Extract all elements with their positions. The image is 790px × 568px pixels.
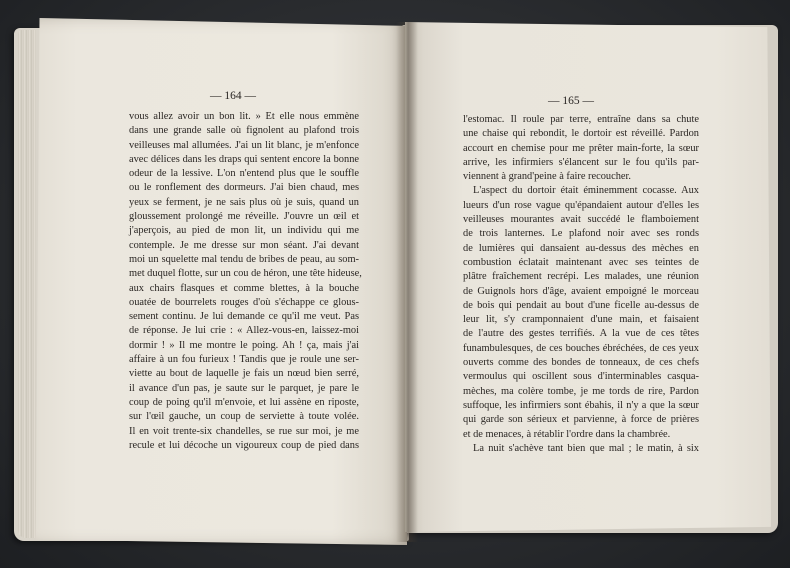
- text-line: ouatée de bourrelets rouges d'où s'échappe ce glous-: [129, 296, 359, 308]
- text-line: et de menaces, à rétablir l'ordre dans la chambrée.: [463, 428, 671, 440]
- book-gutter: [396, 22, 418, 542]
- left-page-number: — 164 —: [210, 90, 256, 102]
- text-line: L'aspect du dortoir était éminemment cocasse. Aux: [473, 185, 699, 197]
- text-line: qui garde son sérieux et parvienne, à force de prières: [463, 414, 699, 426]
- text-line: vous allez avoir un bon lit. » Et elle nous emmène: [129, 111, 359, 122]
- left-page-text: [129, 110, 362, 453]
- text-line: coup de poing qu'il m'envoie, et lui assène en riposte,: [129, 396, 359, 408]
- text-line: vermoulus qui oscillent sous d'interminables casqua-: [463, 371, 699, 383]
- text-line: de lumières qui dansaient au-dessus des mèches en: [463, 242, 699, 254]
- deckle-edge: [18, 30, 36, 538]
- text-line: de bois qui pendait au bout d'une ficelle au-dessus de: [463, 299, 699, 311]
- text-line: funambulesques, de ces bouches ébréchées, de ces yeux: [463, 342, 699, 354]
- text-line: accourt en chemise pour me prêter main-forte, la sœur: [463, 142, 699, 154]
- text-line: moi un squelette mal tendu de bribes de peau, au som-: [129, 253, 359, 265]
- right-page-text: [463, 113, 699, 456]
- text-line: lueurs d'un rose vague qu'épandaient autour d'elles les: [463, 199, 699, 211]
- text-line: affaire à un fou furieux ! Tandis que je roule une ser-: [129, 354, 359, 366]
- text-line: de Guignols hors d'âge, avaient empoigné le morceau: [463, 285, 699, 297]
- text-line: viennent à grand'peine à faire recoucher.: [463, 171, 632, 183]
- text-line: ou le ronflement des dormeurs. J'ai bien chaud, mes: [129, 182, 359, 194]
- right-page-number: — 165 —: [548, 95, 594, 107]
- text-line: met duquel flotte, sur un cou de héron, une tête hideuse,: [129, 268, 362, 280]
- text-line: sur l'œil gauche, un coup de serviette à toute volée.: [129, 411, 359, 423]
- text-line: La nuit s'achève tant bien que mal ; le matin, à six: [473, 442, 699, 454]
- text-line: plâtre fraîchement recrépi. Les malades, une réunion: [463, 271, 699, 283]
- text-line: leur lit, s'y cramponnaient d'une main, et faisaient: [463, 314, 699, 326]
- text-line: contemple. Je me dresse sur mon séant. J'ai devant: [129, 239, 359, 251]
- text-line: recule et lui décoche un vigoureux coup de pied dans: [129, 439, 359, 451]
- text-line: dormir ! » Il me montre le poing. Ah ! ça, mais j'ai: [129, 339, 359, 351]
- text-line: j'aperçois, au pied de mon lit, un individu qui me: [129, 225, 359, 237]
- text-line: il avance d'un pas, je saute sur le parquet, je pare le: [129, 382, 359, 394]
- text-line: odeur de la lessive. L'on n'entend plus que le souffle: [129, 168, 359, 180]
- text-line: arrive, les infirmiers s'élancent sur le fou qu'ils par-: [463, 156, 699, 168]
- text-line: viette au bout de laquelle je fais un nœud bien serré,: [129, 368, 359, 380]
- text-line: aux chairs flasques et comme blettes, à la bouche: [129, 282, 359, 294]
- text-line: ouverts comme des bondes de tonneaux, de ces chefs: [463, 357, 699, 369]
- text-line: sement continu. Je lui demande ce qu'il me veut. Pas: [129, 311, 359, 323]
- text-line: yeux se ferment, je ne sais plus où je suis, quand un: [129, 196, 359, 208]
- text-line: de réponse. Je lui crie : « Allez-vous-en, laissez-moi: [129, 325, 359, 337]
- text-line: dans une grande salle où fignolent au plafond trois: [129, 125, 359, 137]
- text-line: veilleuses mal allumées. J'ai un lit blanc, je m'enfonce: [129, 139, 359, 151]
- text-line: mèches, ma colère tombe, je me tords de rire, Pardon: [463, 385, 699, 397]
- text-line: une chaise qui rebondit, le dortoir est réveillé. Pardon: [463, 128, 699, 140]
- text-line: combustion éclatait maintenant avec ses teintes de: [463, 256, 699, 268]
- text-line: gloussement prolongé me réveille. J'ouvre un œil et: [129, 211, 359, 223]
- text-line: veilleuses mourantes avait succédé le flamboiement: [463, 214, 699, 226]
- text-line: de l'autre des gestes terrifiés. A la vue de ces têtes: [463, 328, 699, 340]
- text-line: suffoque, les infirmiers sont ébahis, il n'y a que la sœur: [463, 399, 699, 411]
- text-line: de trois lanternes. Le plafond noir avec ses ronds: [463, 228, 699, 240]
- text-line: Il en voit trente-six chandelles, se rue sur moi, je me: [129, 425, 359, 437]
- text-line: avec délices dans les draps qui sentent encore la bonne: [129, 153, 359, 165]
- text-line: l'estomac. Il roule par terre, entraîne dans sa chute: [463, 114, 699, 125]
